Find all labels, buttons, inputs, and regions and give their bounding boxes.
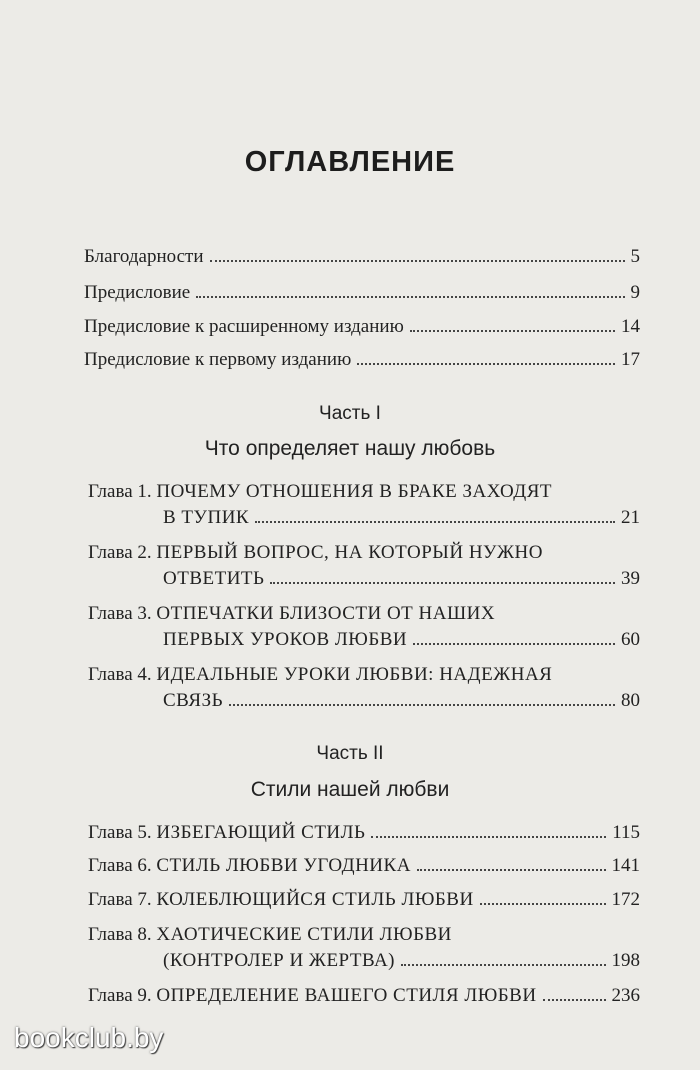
toc-entry-label: Предисловие к первому изданию <box>84 349 352 370</box>
chapter-number: Глава 9. <box>88 985 152 1006</box>
part-title: Стили нашей любви <box>250 778 450 801</box>
chapter-title: КОЛЕБЛЮЩИЙСЯ СТИЛЬ ЛЮБВИ <box>156 889 474 910</box>
chapter-3-line1 <box>88 603 640 625</box>
page-number: 39 <box>621 568 640 589</box>
toc-entry-preface-first <box>84 349 640 371</box>
dot-leader <box>210 260 625 262</box>
page-number: 236 <box>611 985 640 1006</box>
chapter-title: (КОНТРОЛЕР И ЖЕРТВА) <box>163 950 395 971</box>
chapter-4-line1 <box>88 664 640 686</box>
toc-entry-label: Предисловие к расширенному изданию <box>84 316 404 337</box>
chapter-7 <box>88 889 640 911</box>
page-number: 17 <box>621 349 640 370</box>
toc-entry-preface <box>84 282 640 304</box>
chapter-title: В ТУПИК <box>163 507 250 528</box>
dot-leader <box>410 330 615 332</box>
chapter-title: ПОЧЕМУ ОТНОШЕНИЯ В БРАКЕ ЗАХОДЯТ <box>156 481 553 502</box>
chapter-title: СТИЛЬ ЛЮБВИ УГОДНИКА <box>156 855 411 876</box>
dot-leader <box>229 704 615 706</box>
part-heading: Часть II <box>316 743 384 764</box>
page-number: 141 <box>611 855 640 876</box>
chapter-number: Глава 5. <box>88 822 152 843</box>
chapter-1-line2 <box>163 507 640 529</box>
chapter-9 <box>88 985 640 1007</box>
page-number: 172 <box>611 889 640 910</box>
dot-leader <box>417 869 606 871</box>
toc-entry-preface-extended <box>84 316 640 338</box>
dot-leader <box>255 521 615 523</box>
chapter-title: ОПРЕДЕЛЕНИЕ ВАШЕГО СТИЛЯ ЛЮБВИ <box>156 985 537 1006</box>
page-number: 80 <box>621 690 640 711</box>
chapter-title: ПЕРВЫЙ ВОПРОС, НА КОТОРЫЙ НУЖНО <box>156 542 543 563</box>
watermark: bookclub.by <box>14 1022 164 1053</box>
chapter-5 <box>88 822 640 844</box>
chapter-2-line2 <box>163 568 640 590</box>
dot-leader <box>270 582 615 584</box>
part-title: Что определяет нашу любовь <box>204 437 496 460</box>
page-number: 21 <box>621 507 640 528</box>
chapter-number: Глава 7. <box>88 889 152 910</box>
chapter-3-line2 <box>163 629 640 651</box>
dot-leader <box>480 903 606 905</box>
chapter-number: Глава 6. <box>88 855 152 876</box>
page-number: 9 <box>630 282 640 303</box>
toc-entry-label: Благодарности <box>84 246 204 267</box>
page-number: 14 <box>621 316 640 337</box>
part-heading: Часть I <box>319 403 381 424</box>
dot-leader <box>371 836 606 838</box>
toc-entry-label: Предисловие <box>84 282 191 303</box>
chapter-1-line1 <box>88 481 640 503</box>
chapter-title: ИДЕАЛЬНЫЕ УРОКИ ЛЮБВИ: НАДЕЖНАЯ <box>156 664 553 685</box>
chapter-number: Глава 1. <box>88 481 152 502</box>
page-number: 115 <box>612 822 640 843</box>
chapter-8-line1 <box>88 924 640 946</box>
page-number: 60 <box>621 629 640 650</box>
chapter-4-line2 <box>163 690 640 712</box>
chapter-title: ОТПЕЧАТКИ БЛИЗОСТИ ОТ НАШИХ <box>156 603 496 624</box>
chapter-title: СВЯЗЬ <box>163 690 224 711</box>
dot-leader <box>357 363 615 365</box>
chapter-6 <box>88 855 640 877</box>
chapter-number: Глава 3. <box>88 603 152 624</box>
chapter-title: ХАОТИЧЕСКИЕ СТИЛИ ЛЮБВИ <box>156 924 452 945</box>
dot-leader <box>543 999 606 1001</box>
toc-entry-acknowledgements <box>84 246 640 268</box>
chapter-title: ИЗБЕГАЮЩИЙ СТИЛЬ <box>156 822 366 843</box>
chapter-title: ОТВЕТИТЬ <box>163 568 265 589</box>
page-title: ОГЛАВЛЕНИЕ <box>244 146 456 178</box>
dot-leader <box>413 643 615 645</box>
chapter-title: ПЕРВЫХ УРОКОВ ЛЮБВИ <box>163 629 408 650</box>
chapter-2-line1 <box>88 542 640 564</box>
chapter-number: Глава 8. <box>88 924 152 945</box>
chapter-8-line2 <box>163 950 640 972</box>
chapter-number: Глава 2. <box>88 542 152 563</box>
dot-leader <box>196 296 624 298</box>
page-number: 198 <box>611 950 640 971</box>
chapter-number: Глава 4. <box>88 664 152 685</box>
page-number: 5 <box>630 246 640 267</box>
dot-leader <box>401 964 606 966</box>
